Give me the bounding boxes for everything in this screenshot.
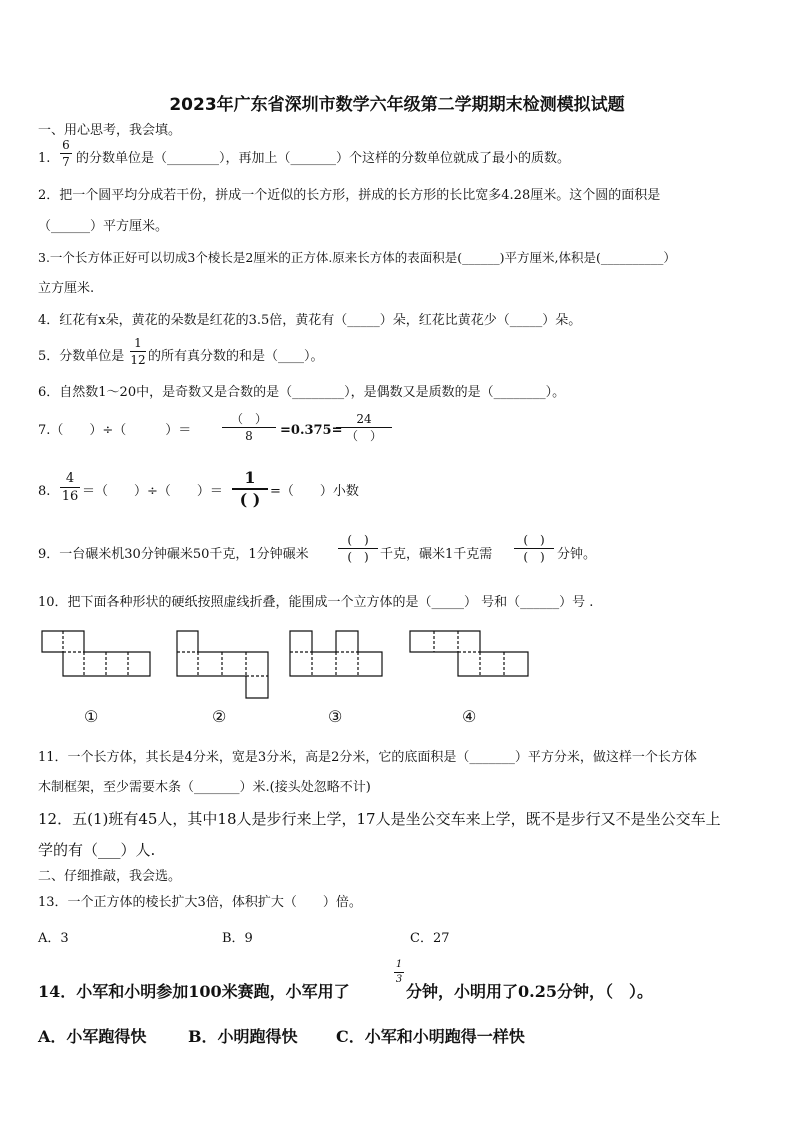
q3-line1: 3.一个长方体正好可以切成3个棱长是2厘米的正方体.原来长方体的表面积是(______)平方厘米,体积是(__________） xyxy=(38,250,676,265)
section-2-heading: 二、仔细推敲，我会选。 xyxy=(38,869,182,884)
cube-net-2 xyxy=(177,631,268,698)
q9-pre: 9．一台碾米机30分钟碾米50千克，1分钟碾米 xyxy=(38,547,309,562)
q8-frac-num: 4 xyxy=(65,471,75,486)
q8-f2-num: 1 xyxy=(244,468,256,487)
page-title: 2023年广东省深圳市数学六年级第二学期期末检测模拟试题 xyxy=(169,95,625,115)
q5-frac-num: 1 xyxy=(134,336,142,350)
q13-option-b: B．9 xyxy=(222,931,253,946)
q1-frac-den: 7 xyxy=(62,155,70,169)
net-label-4: ④ xyxy=(462,707,477,726)
q1-number: 1. xyxy=(38,151,51,166)
q2-line1: 2．把一个圆平均分成若干份，拼成一个近似的长方形，拼成的长方形的长比宽多4.28厘米。这个圆的面积是 xyxy=(38,188,661,203)
q13-option-c: C．27 xyxy=(410,931,450,946)
q12-line2: 学的有（___）人. xyxy=(38,841,156,859)
net-label-1: ① xyxy=(84,707,99,726)
q14-frac-num: 1 xyxy=(395,959,403,970)
net-label-2: ② xyxy=(212,707,227,726)
cube-net-4 xyxy=(410,631,528,676)
q1-frac-num: 6 xyxy=(62,138,70,152)
q14-option-c: C．小军和小明跑得一样快 xyxy=(336,1027,525,1046)
q9-f2-num: ( ) xyxy=(523,533,545,547)
q5-frac-den: 12 xyxy=(130,353,146,367)
q8-f2-den: ( ) xyxy=(239,490,261,509)
q14-option-b: B．小明跑得快 xyxy=(188,1027,298,1046)
q14-pre: 14．小军和小明参加100米赛跑，小军用了 xyxy=(38,982,350,1001)
q14-post: 分钟，小明用了0.25分钟，（ ）。 xyxy=(406,982,653,1001)
q14-frac-den: 3 xyxy=(395,974,403,985)
q12-line1: 12．五(1)班有45人，其中18人是步行来上学，17人是坐公交车来上学，既不是步行又不是坐公交车上 xyxy=(38,810,721,828)
q6-text: 6．自然数1～20中，是奇数又是合数的是（________），是偶数又是质数的是（________）。 xyxy=(38,385,566,400)
q8-post: =（ ）小数 xyxy=(270,484,359,499)
q8-number: 8. xyxy=(38,484,51,499)
q13-option-a: A．3 xyxy=(38,931,69,946)
q9-f1-den: ( ) xyxy=(347,550,369,564)
q5-post: 的所有真分数的和是（____）。 xyxy=(148,349,324,364)
q11-line1: 11．一个长方体，其长是4分米，宽是3分米，高是2分米，它的底面积是（_______）平方分米，做这样一个长方体 xyxy=(38,750,697,765)
q13-text: 13．一个正方体的棱长扩大3倍，体积扩大（ ）倍。 xyxy=(38,895,362,910)
q7-pre: 7.（ ）÷（ ）＝ xyxy=(38,423,192,438)
section-1-heading: 一、用心思考，我会填。 xyxy=(38,123,182,138)
q14-fraction xyxy=(394,960,404,985)
q9-f2-den: ( ) xyxy=(523,550,545,564)
q4-text: 4．红花有x朵，黄花的朵数是红花的3.5倍，黄花有（_____）朵，红花比黄花少（_____）朵。 xyxy=(38,313,582,328)
q2-line2: （______）平方厘米。 xyxy=(38,219,169,234)
q7-mid: =0.375= xyxy=(280,423,343,438)
q8-equation: ＝（ ）÷（ ）＝ xyxy=(82,484,223,499)
q7-f2-den: （ ） xyxy=(345,429,382,443)
q7-f1-num: （ ） xyxy=(230,412,267,426)
net-label-3: ③ xyxy=(328,707,343,726)
q9-f1-num: ( ) xyxy=(347,533,369,547)
q11-line2: 木制框架，至少需要木条（_______）米.(接头处忽略不计) xyxy=(38,780,371,795)
q14-option-a: A．小军跑得快 xyxy=(38,1027,147,1046)
cube-net-1 xyxy=(42,631,150,676)
cube-net-3 xyxy=(290,631,382,676)
q9-mid: 千克，碾米1千克需 xyxy=(380,547,493,562)
q10-text: 10．把下面各种形状的硬纸按照虚线折叠，能围成一个立方体的是（_____） 号和（______）号 . xyxy=(38,595,594,610)
q9-post: 分钟。 xyxy=(557,547,597,562)
q7-f1-den: 8 xyxy=(245,429,253,443)
q1-text: 的分数单位是（________），再加上（_______）个这样的分数单位就成了最小的质数。 xyxy=(76,151,571,166)
q5-pre: 5．分数单位是 xyxy=(38,349,125,364)
q3-line2: 立方厘米. xyxy=(38,281,95,296)
q8-frac-den: 16 xyxy=(61,489,79,504)
q7-f2-num: 24 xyxy=(356,412,372,426)
